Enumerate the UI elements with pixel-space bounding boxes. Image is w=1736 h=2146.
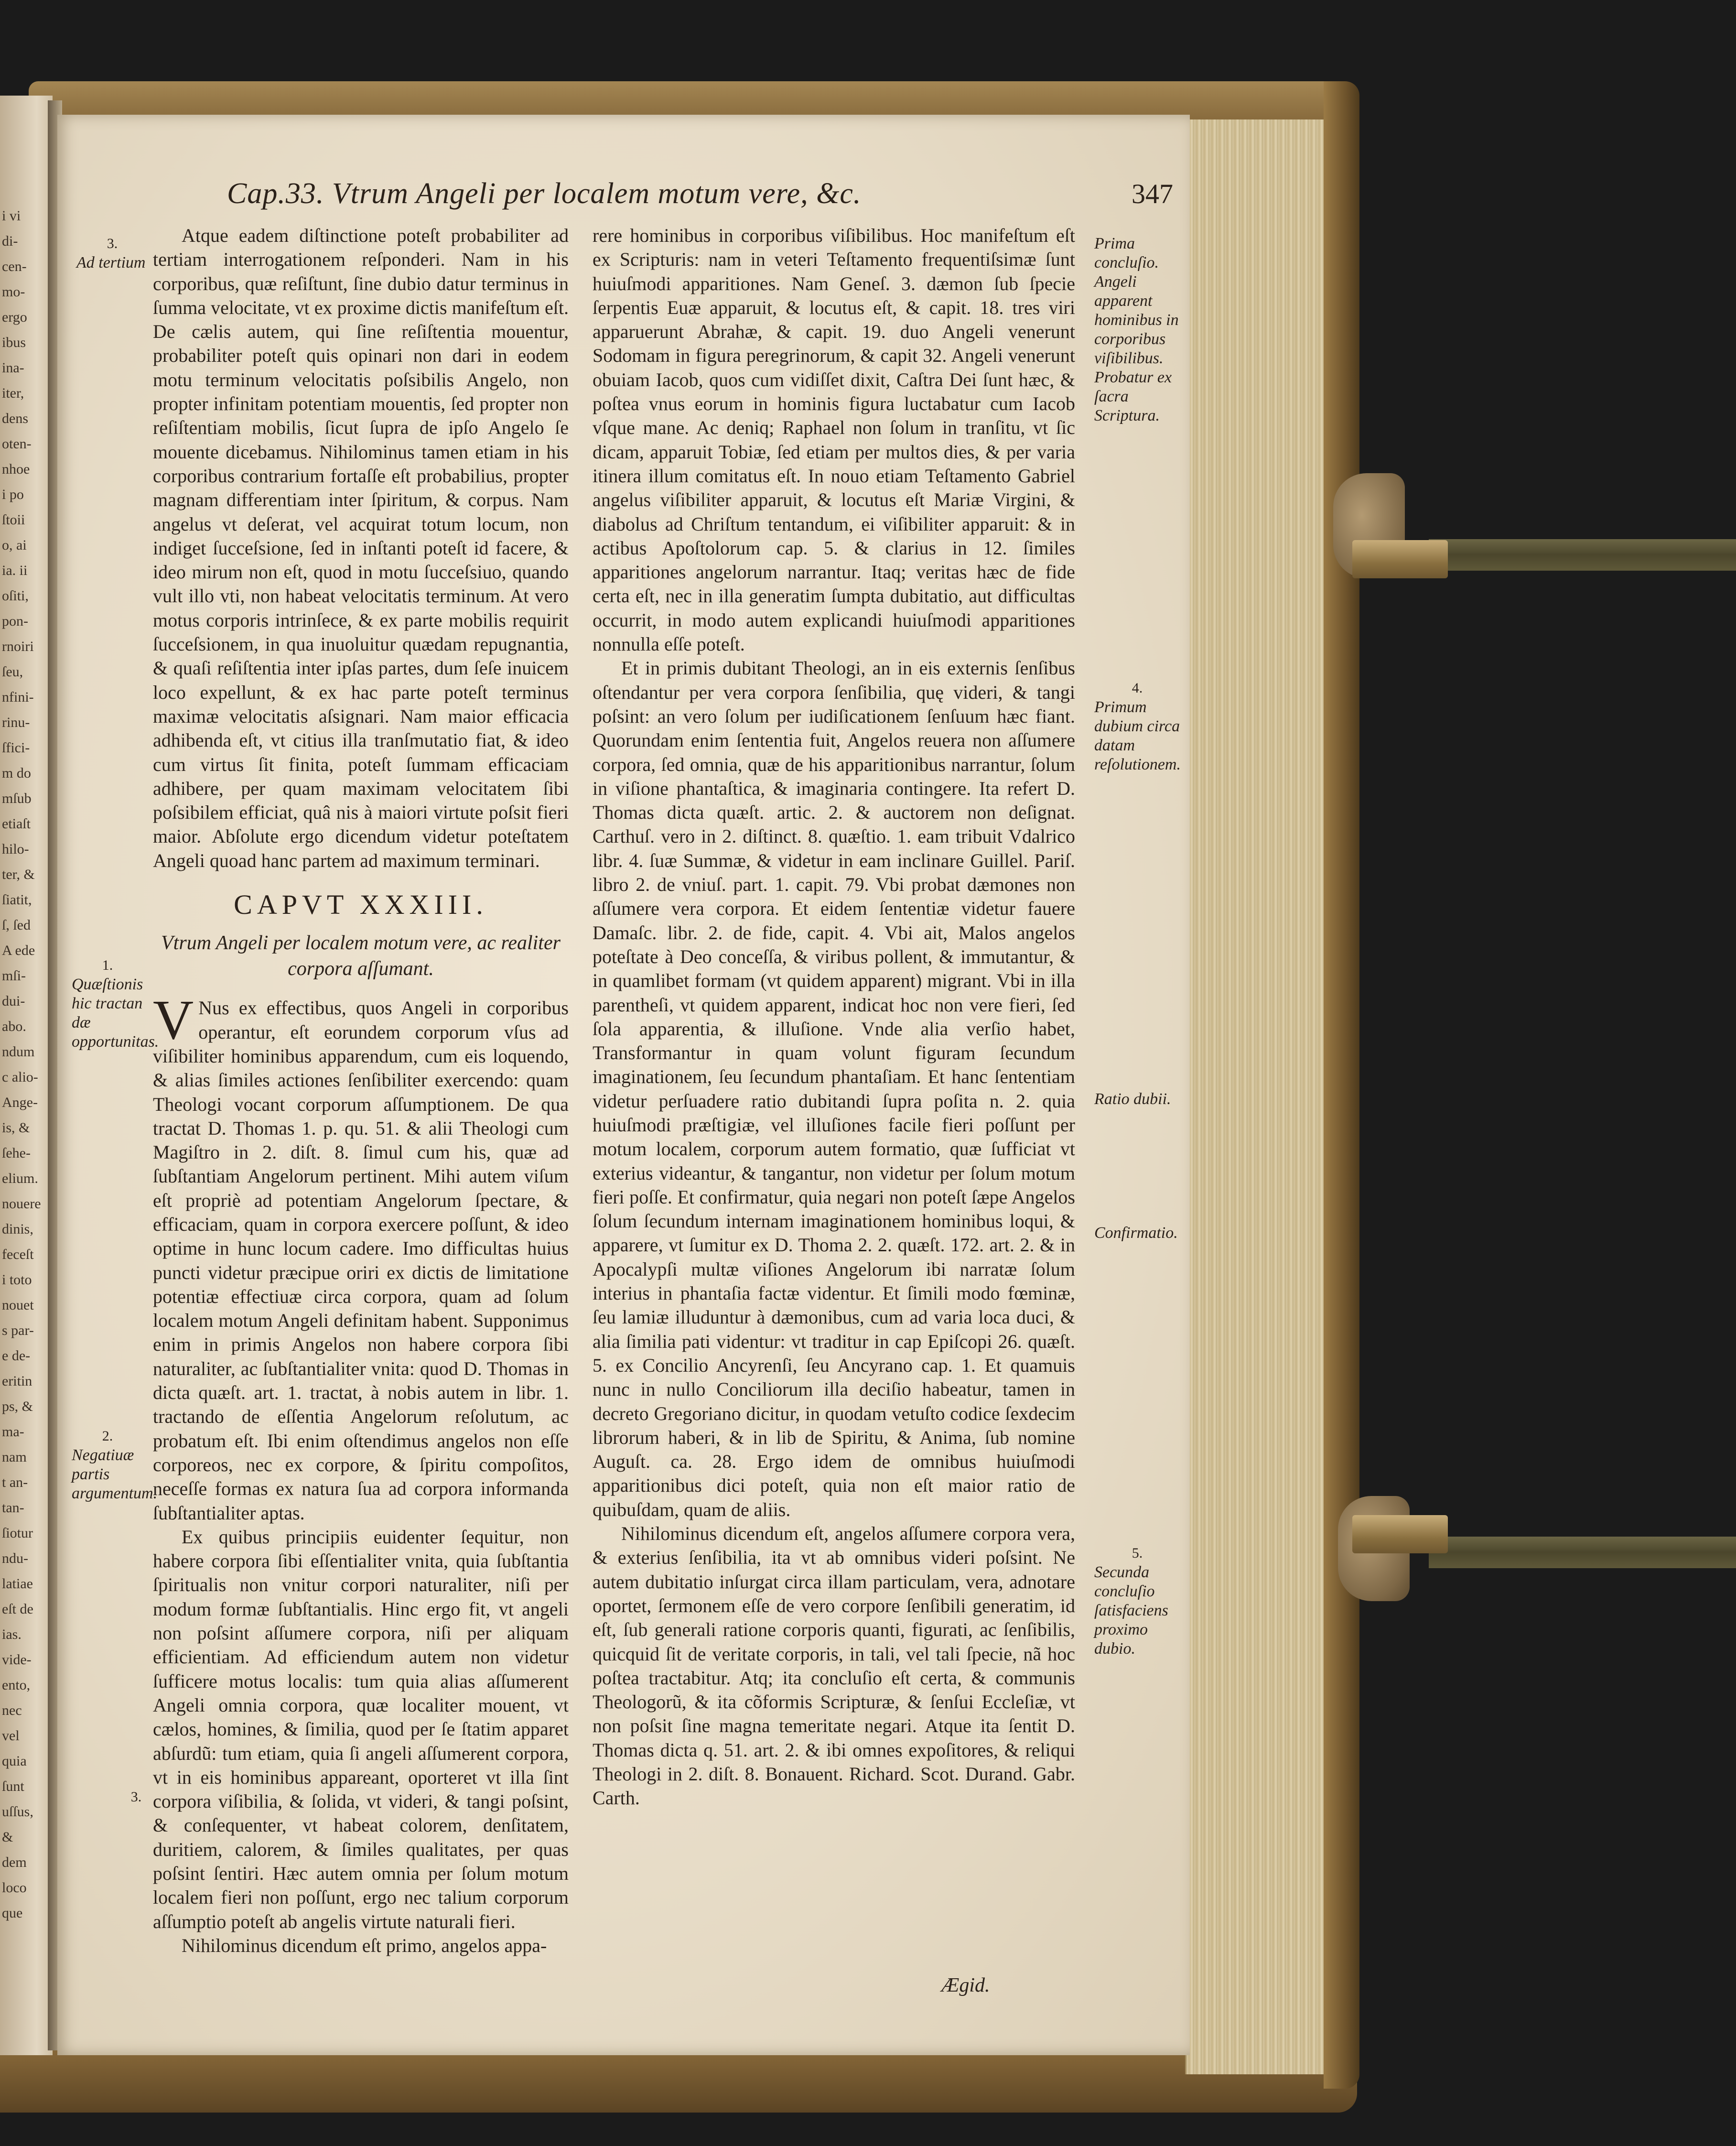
- margin-note-confirmatio: [1094, 1224, 1180, 1243]
- left-page-fragment: iter,: [2, 385, 24, 401]
- margin-note-number: 1.: [102, 957, 113, 973]
- left-page-fragment: oſiti,: [2, 588, 29, 604]
- margin-note-ad-tertium: [76, 234, 148, 272]
- left-page-fragment: &: [2, 1829, 13, 1845]
- left-page-fragment: mſi-: [2, 968, 26, 984]
- left-page-fragment: A ede: [2, 943, 35, 958]
- left-page-fragment: dui-: [2, 993, 25, 1009]
- left-page-fragment: m do: [2, 765, 31, 781]
- left-page-fragment: loco: [2, 1880, 27, 1896]
- text-column-right: [593, 224, 1075, 1810]
- left-page-edge: [0, 96, 53, 2055]
- left-page-fragment: nfini-: [2, 689, 34, 705]
- paragraph-text: Nus ex effectibus, quos Angeli in corporibus operantur, eſt eorundem corporum vſus ad viſibiliter hominibus apparendum, cum eis loquendo, & alias ſimiles actiones ſenſibiliter exercendo: quam Theologi vocant corporum aſſumptionem. De qua tractat D. Thomas 1. p. qu. 51. & alii Theologi cum Magiſtro in 2. diſt. 8. ſimul cum his, quæ ad ſubſtantiam Angelorum pertinent. Mihi autem viſum eſt propriè ad potentiam Angelorum ſpectare, & efficaciam, quam in corpora exercere poſſunt, & ideo optime in hunc locum cadere. Imo difficultas huius puncti videtur præcipue oriri ex dictis de limitatione potentiæ effectiuæ circa corpora, quam ad ſolum localem motum Angeli definitam habent. Supponimus enim in primis Angelos non habere corpora ſibi naturaliter, ac ſubſtantialiter vnita: quod D. Thomas in dicta quæſt. art. 1. tractat, à nobis autem in libr. 1. tractando de eſſentia Angelorum reſolutum, ac probatum eſt. Ibi enim oſtendimus angelos non eſſe corporeos, nec ex corpore, & ſpiritu compoſitos, neceſſe formas ex natura ſua ad corpora informanda ſubſtantialiter aptas.: [153, 997, 569, 1524]
- left-page-fragment: o, ai: [2, 537, 27, 553]
- left-page-fragment: uſſus,: [2, 1804, 33, 1820]
- paragraph: Ex quibus principiis euidenter ſequitur, non habere corpora ſibi eſſentialiter vnita, quia ſubſtantia ſpiritualis non vnitur corpori naturaliter, niſi per modum formæ ſubſtantialis. Hinc ergo fit, vt angeli non poſsint aſſumere corpora, niſi per aliquam efficientiam. Ad efficiendum autem non videtur ſufficere motus localis: tum quia alias aſſumerent Angeli omnia corpora, quæ localiter mouent, vt cælos, homines, & ſimilia, quod per ſe ſtatim apparet abſurdũ: tum etiam, quia ſi angeli aſſumerent corpora, vt in eis hominibus appareant, oporteret vt illa ſint corpora viſibilia, & ſolida, vt videri, & tangi poſsint, & conſequenter, vt habeat colorem, denſitatem, duritiem, calorem, & ſimiles qualitates, per quas poſsint ſentiri. Hæc autem omnia per ſolum motum localem fieri non poſſunt, ergo nec talium corporum aſſumptio poteſt ab angelis virtute naturali fieri.: [153, 1526, 569, 1932]
- margin-note-negatiuae: [72, 1427, 158, 1503]
- book-page: [57, 115, 1190, 2055]
- margin-note-ratio-dubii: [1094, 1090, 1180, 1109]
- left-page-fragment: feceſt: [2, 1246, 34, 1262]
- left-page-fragment: i po: [2, 487, 24, 502]
- margin-note-number: 2.: [102, 1428, 113, 1444]
- left-page-fragment: ina-: [2, 360, 24, 376]
- left-page-fragment: nouet: [2, 1297, 34, 1313]
- left-page-fragment: ſehe-: [2, 1145, 31, 1161]
- book-bottom-board: [0, 2046, 1357, 2113]
- left-page-fragment: ibus: [2, 335, 26, 350]
- left-page-fragment: que: [2, 1905, 23, 1921]
- paragraph: Atque eadem diſtinctione poteſt probabiliter ad tertiam interrogationem reſponderi. Nam in his corporibus, quæ reſiſtunt, ſine dubio datur terminus in ſumma velocitate, vt ex proxime dictis manifeſtum eſt. De cælis autem, qui ſine reſiſtentia mouentur, probabiliter poteſt quis opinari non dari in eodem motu terminum velocitatis poſsibilis Angelo, non propter infinitam potentiam mouentis, ſed propter non reſiſtentiam mobilis, ſicut ſupra de ipſo Angelo ſe mouente dicebamus. Nihilominus tamen etiam in his corporibus contrarium fortaſſe eſt probabilius, propter magnam differentiam inter ſpiritum, & corpus. Nam angelus vt deſerat, vel acquirat totum locum, non indiget ſucceſsione, ſed in inſtanti poteſt id facere, & ideo mirum non eſt, quod in motu ſucceſsiuo, quando vult illo vti, non habeat velocitatis terminum. At vero motus corporis intrinſece, & ex parte mobilis requirit ſucceſsionem, in qua inuoluitur quædam repugnantia, & quaſi reſiſtentia inter ipſas partes, dum ſeſe inuicem loco expellunt, & ex hac parte poteſt terminus maximæ velocitatis aſsignari. Nam maior efficacia adhibenda eſt, vt citius illa tranſmutatio fiat, & ideo cum virtus ſit finita, poteſt ſummam efficaciam adhibere, per quam maximam velocitatem ſibi poſsibilem efficiat, quâ nis à maiori virtute poſsit fieri maior. Abſolute ergo dicendum videtur poteſtatem Angeli quoad hanc partem ad maximum terminari.: [153, 225, 569, 871]
- left-page-fragment: ma-: [2, 1424, 24, 1440]
- left-page-fragment: cen-: [2, 259, 27, 274]
- margin-note-text: Ratio dubii.: [1094, 1090, 1171, 1108]
- left-page-fragment: t an-: [2, 1474, 28, 1490]
- leather-board-edge: [1324, 81, 1359, 2089]
- clasp-strap-upper: [1429, 539, 1736, 571]
- left-page-fragment: s par-: [2, 1322, 34, 1338]
- margin-note-number: 3.: [107, 236, 118, 251]
- left-page-fragment: e de-: [2, 1348, 31, 1364]
- catchword: Ægid.: [941, 1974, 990, 1996]
- left-page-fragment: ſunt: [2, 1778, 24, 1794]
- left-page-fragment: i toto: [2, 1272, 32, 1288]
- left-page-fragment: oten-: [2, 436, 32, 452]
- margin-note-text: Negatiuæ partis argumentum.: [72, 1446, 158, 1502]
- margin-note-text: Primum dubium circa datam reſolutionem.: [1094, 698, 1181, 773]
- margin-note-text: Secunda concluſio ſatisfaciens proximo dubio.: [1094, 1563, 1168, 1658]
- margin-note-number: 5.: [1132, 1545, 1143, 1561]
- page-number: 347: [1132, 178, 1173, 209]
- left-page-fragment: ſfici-: [2, 740, 30, 756]
- left-page-fragment: ia. ii: [2, 563, 28, 578]
- page-header: [227, 177, 1173, 225]
- paragraph: Et in primis dubitant Theologi, an in eis externis ſenſibus oſtendantur per vera corpora ſenſibilia, quę videri, & tangi poſsint: an vero ſolum per iudiſicationem ſenſuum hæc fiant. Quorundam enim ſententia fuit, Angelos reuera non aſſumere corpora, ſed omnia, quæ de his apparitionibus narrantur, ſolum in viſione phantaſtica, & imaginaria contingere. Ita refert D. Thomas dicta quæſt. artic. 2. & auctorem non deſignat. Carthuſ. vero in 2. diſtinct. 8. quæſtio. 1. eam tribuit Vdalrico libr. 4. ſuæ Summæ, & videtur in eam inclinare Guillel. Pariſ. libro 2. de vniuſ. part. 1. capit. 79. Vbi probat dæmones non aſſumere vera corpora. Et eidem ſententiæ videtur fauere Damaſc. libr. 2. de fide, capit. 4. Vbi ait, Malos angelos poteſtate à Deo conceſſa, & viribus pollent, & immutantur, & in quamlibet formam (vt quidem apparent) migrant. Vbi in illa parentheſi, vt quidem apparent, indicat hoc non vere fieri, ſed ſola apparentia, & illuſione. Vnde alia verſio habet, Transformantur in quam volunt figuram ſecundum imaginationem, ſeu ſecundum phantaſiam. Et hanc ſententiam videtur perſuadere ratio dubitandi ſupra poſita n. 2. quia huiuſmodi præſtigiæ, vel illuſiones facile fieri poſſunt per motum localem, corporum autem formatio, quæ ſufficiat vt exterius videantur, & tangantur, non videtur per ſolum motum fieri poſſe. Et confirmatur, quia negari non poteſt ſæpe Angelos ſolum ſecundum internam imaginationem hominibus loqui, & apparere, vt ſumitur ex D. Thoma 2. 2. quæſt. 172. art. 2. & in Apocalypſi multæ viſiones Angelorum ibi narratæ ſolum interius in phantaſia factæ videntur. Et ſimili modo fœminæ, ſeu lamiæ illuduntur à dæmonibus, cum ad varia loca duci, & alia ſimilia pati videntur: vt traditur in cap Epiſcopi 26. quæſt. 5. ex Concilio Ancyrenſi, ſeu Ancyrano cap. 1. Et quamuis nunc in nullo Conciliorum illa deciſio habeatur, tamen in decreto Gregoriano dicitur, in quodam vetuſto codice ſexdecim librorum haberi, & in lib de Spiritu, & Anima, ſub nomine Auguſt. ca. 28. Ergo idem de omnibus huiuſmodi apparitionibus dici poteſt, quia non eſt maior ratio de quibuſdam, quam de aliis.: [593, 657, 1075, 1520]
- left-page-fragment: dens: [2, 411, 28, 426]
- left-page-fragment: ſiatit,: [2, 892, 32, 908]
- chapter-subtitle: Vtrum Angeli per localem motum vere, ac realiter corpora aſſumant.: [161, 932, 561, 980]
- left-page-fragment: ias.: [2, 1626, 22, 1642]
- left-page-fragment: di-: [2, 233, 18, 249]
- left-page-fragment: ter, &: [2, 867, 35, 882]
- margin-note-prima-conclusio: [1094, 234, 1180, 425]
- left-page-fragment: ndu-: [2, 1550, 28, 1566]
- left-page-fragment: ps, &: [2, 1398, 33, 1414]
- left-page-fragment: rinu-: [2, 715, 30, 730]
- left-page-fragment: ſ, ſed: [2, 917, 31, 933]
- margin-note-quaestionis: [72, 956, 159, 1051]
- paragraph: rere hominibus in corporibus viſibilibus. Hoc manifeſtum eſt ex Scripturis: nam in veteri Teſtamento frequentiſsimæ ſunt huiuſmodi apparitiones. Nam Geneſ. 3. dæmon ſub ſpecie ſerpentis Euæ apparuit, & locutus eſt, & capit. 18. tres viri apparuerunt Abrahæ, & capit. 19. duo Angeli venerunt Sodomam in figura peregrinorum, & capit 32. Angeli venerunt obuiam Iacob, quos cum vidiſſet dixit, Caſtra Dei ſunt hæc, & poſtea vnus eorum in hominis figura luctabatur cum Iacob vſque mane. Ac deniq; Raphael non ſolum in tranſitu, vt ſic dicam, apparuit Tobiæ, ſed etiam per multos dies, & per varia itinera illum comitatus eſt. In nouo etiam Teſtamento Gabriel angelus viſibiliter apparuit, & locutus eſt Mariæ Virgini, & diabolus ad Chriſtum tentandum, ei viſibiliter apparuit: & in actibus Apoſtolorum cap. 5. & clarius in 12. ſimiles apparitiones angelorum narrantur. Itaq; veritas hæc de fide certa eſt, nec in illa generatim ſumpta dubitatio, aut difficultas occurrit, in modo autem explicandi huiuſmodi apparitiones nonnulla eſſe poteſt.: [593, 225, 1075, 655]
- left-page-fragment: rnoiri: [2, 639, 34, 654]
- left-page-fragment: ſiotur: [2, 1525, 33, 1541]
- left-page-fragment: vide-: [2, 1652, 32, 1668]
- left-page-fragment: dinis,: [2, 1221, 33, 1237]
- paragraph: Nihilominus dicendum eſt primo, angelos appa-: [182, 1934, 547, 1956]
- clasp-bar-upper: [1352, 540, 1448, 578]
- left-page-fragment: mo-: [2, 284, 25, 300]
- left-page-fragment: nhoe: [2, 461, 30, 477]
- margin-note-number: 4.: [1132, 680, 1143, 696]
- chapter-heading: CAPVT XXXIII.: [234, 889, 488, 921]
- clasp-strap-lower: [1429, 1537, 1736, 1568]
- left-page-fragment: quia: [2, 1753, 27, 1769]
- left-page-fragment: ſeu,: [2, 664, 23, 680]
- left-page-fragment: eritin: [2, 1373, 32, 1389]
- margin-note-text: Prima concluſio. Angeli apparent hominibus in corporibus viſibilibus. Probatur ex ſacra Scriptura.: [1094, 235, 1179, 424]
- left-page-fragment: pon-: [2, 613, 28, 629]
- left-page-fragment: mſub: [2, 791, 32, 806]
- clasp-bar-lower: [1352, 1515, 1448, 1553]
- left-page-fragment: nec: [2, 1702, 22, 1718]
- page-fore-edge: [1185, 119, 1330, 2074]
- left-page-fragment: dem: [2, 1854, 27, 1870]
- left-page-fragment: ſtoii: [2, 512, 25, 528]
- left-page-fragment: c alio-: [2, 1069, 38, 1085]
- left-page-fragment: vel: [2, 1728, 20, 1744]
- margin-note-text: Quæſtionis hic tractan dæ opportunitas.: [72, 975, 159, 1051]
- left-page-fragment: elium.: [2, 1171, 38, 1186]
- drop-cap: V: [153, 988, 194, 1051]
- left-page-fragment: tan-: [2, 1500, 24, 1516]
- left-page-fragment: ento,: [2, 1677, 31, 1693]
- left-page-fragment: nouere: [2, 1196, 41, 1212]
- margin-note-primum-dubium: [1094, 679, 1180, 774]
- paragraph: Nihilominus dicendum eſt, angelos aſſumere corpora vera, & exterius ſenſibilia, ita vt ab omnibus videri poſsint. Ne autem dubitatio inſurgat circa illam particulam, vera, adnotare oportet, ſermonem eſſe de vero corpore ſenſibili generatim, id eſt, ſub generali ratione corporis quanti, figurati, ac ſenſibilis, quicquid ſit de veritate corporis, in tali, vel tali ſpecie, nã hoc poſtea tractabitur. Atq; ita concluſio eſt certa, & communis Theologorũ, & ita cõformis Scripturæ, & ſenſui Eccleſiæ, vt non poſsit ſine magna temeritate negari. Atque ita ſentit D. Thomas dicta q. 51. art. 2. & ibi omnes expoſitores, & reliqui Theologi in 2. diſt. 8. Bonauent. Richard. Scot. Durand. Gabr. Carth.: [593, 1523, 1075, 1809]
- left-page-fragment: is, &: [2, 1120, 30, 1136]
- margin-note-text: Confirmatio.: [1094, 1224, 1178, 1242]
- left-page-fragment: eſt de: [2, 1601, 33, 1617]
- text-column-left: [153, 224, 569, 1958]
- left-page-fragment: nam: [2, 1449, 27, 1465]
- left-page-fragment: abo.: [2, 1019, 26, 1034]
- margin-note-secunda-conclusio: [1094, 1544, 1180, 1658]
- left-page-fragment: Ange-: [2, 1095, 38, 1110]
- left-page-fragment: hilo-: [2, 841, 29, 857]
- left-page-fragment: ergo: [2, 309, 27, 325]
- left-page-fragment: etiaſt: [2, 816, 31, 832]
- margin-note-number: 3.: [130, 1789, 142, 1805]
- margin-note-text: Ad tertium: [76, 254, 146, 271]
- paragraph-opening: [153, 988, 569, 1525]
- left-page-fragment: i vi: [2, 208, 21, 224]
- running-head: Cap.33. Vtrum Angeli per localem motum vere, &c.: [227, 177, 862, 210]
- left-page-fragment: ndum: [2, 1044, 35, 1060]
- left-page-fragment: latiae: [2, 1576, 33, 1592]
